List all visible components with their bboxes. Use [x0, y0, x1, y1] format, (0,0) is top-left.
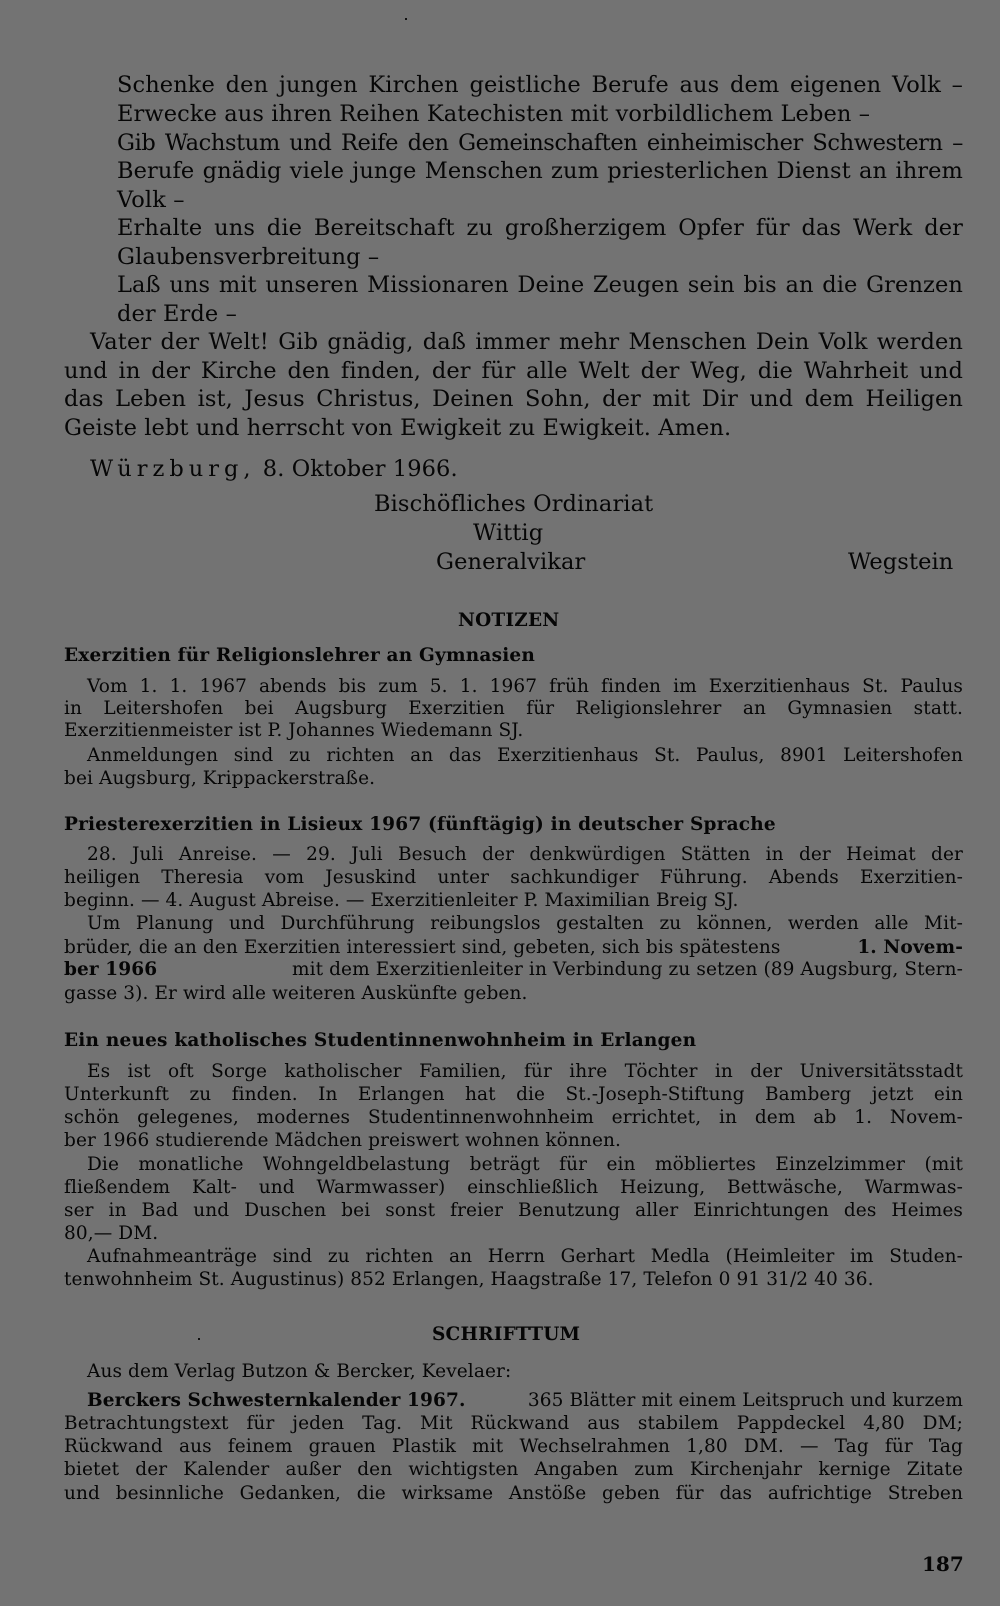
- notice-line: heiligen Theresia vom Jesuskind unter sachkundiger Führung. Abends Exerzitien-: [64, 867, 963, 888]
- notice-line: [64, 939, 963, 958]
- notice-line: in Leitershofen bei Augsburg Exerzitien für Religionslehrer an Gymnasien statt.: [64, 698, 963, 719]
- review-line: Rückwand aus feinem grauen Plastik mit Wechselrahmen 1,80 DM. — Tag für Tag: [64, 1436, 963, 1457]
- office-name: Bischöfliches Ordinariat: [374, 491, 654, 517]
- prayer-line: Erwecke aus ihren Reihen Katechisten mit vorbildlichem Leben –: [117, 101, 871, 127]
- prayer-line: Volk –: [117, 187, 185, 213]
- signer-title: Generalvikar: [436, 549, 586, 575]
- notice-line-text: brüder, die an den Exerzitien interessiert sind, gebeten, sich bis spätestens: [64, 937, 781, 958]
- review-line: und besinnliche Gedanken, die wirksame Anstöße geben für das aufrichtige Streben: [64, 1483, 963, 1504]
- notice-line: gasse 3). Er wird alle weiteren Auskünfte geben.: [64, 983, 528, 1004]
- deadline-bold: ber 1966: [64, 959, 158, 980]
- notice-line: Aufnahmeanträge sind zu richten an Herrn Gerhart Medla (Heimleiter im Studen-: [87, 1246, 963, 1267]
- notice-title: Exerzitien für Religionslehrer an Gymnasien: [64, 645, 536, 666]
- speck-mark: [198, 1338, 200, 1340]
- notice-line: ser in Bad und Duschen bei sonst freier Benutzung aller Einrichtungen des Heimes: [64, 1200, 963, 1221]
- book-title: Berckers Schwesternkalender 1967.: [87, 1390, 466, 1411]
- signer-name: Wittig: [473, 520, 544, 546]
- prayer-line: Glaubensverbreitung –: [117, 244, 380, 270]
- section-heading-schrifttum: SCHRIFTTUM: [432, 1324, 581, 1345]
- notice-line: bei Augsburg, Krippackerstraße.: [64, 768, 376, 789]
- prayer-line: Berufe gnädig viele junge Menschen zum priesterlichen Dienst an ihrem: [117, 158, 963, 184]
- notice-line: schön gelegenes, modernes Studentinnenwohnheim errichtet, in dem ab 1. Novem-: [64, 1107, 963, 1128]
- notice-line: Vom 1. 1. 1967 abends bis zum 5. 1. 1967 früh finden im Exerzitienhaus St. Paulus: [87, 676, 963, 697]
- date-line: [90, 458, 458, 481]
- review-line: Betrachtungstext für jeden Tag. Mit Rückwand aus stabilem Pappdeckel 4,80 DM;: [64, 1413, 963, 1434]
- closing-line: Vater der Welt! Gib gnädig, daß immer mehr Menschen Dein Volk werden: [90, 329, 963, 355]
- closing-line: und in der Kirche den finden, der für alle Welt der Weg, die Wahrheit und: [64, 358, 963, 384]
- notice-line: [64, 961, 963, 980]
- notice-line: Anmeldungen sind zu richten an das Exerzitienhaus St. Paulus, 8901 Leitershofen: [87, 745, 963, 766]
- place-name: Würzburg,: [90, 456, 256, 482]
- notice-line: Exerzitienmeister ist P. Johannes Wiedemann SJ.: [64, 720, 524, 741]
- review-line: bietet der Kalender außer den wichtigsten Angaben zum Kirchenjahr kernige Zitate: [64, 1459, 963, 1480]
- deadline-bold: 1. Novem-: [857, 937, 963, 958]
- page-number: 187: [922, 1552, 964, 1576]
- date: 8. Oktober 1966.: [262, 456, 458, 482]
- notice-line: tenwohnheim St. Augustinus) 852 Erlangen, Haagstraße 17, Telefon 0 91 31/2 40 36.: [64, 1269, 874, 1290]
- notice-line: ber 1966 studierende Mädchen preiswert wohnen können.: [64, 1130, 621, 1151]
- prayer-line: Gib Wachstum und Reife den Gemeinschaften einheimischer Schwestern –: [117, 130, 963, 156]
- notice-line: Die monatliche Wohngeldbelastung beträgt für ein möbliertes Einzelzimmer (mit: [87, 1154, 963, 1175]
- review-line: [87, 1392, 963, 1411]
- prayer-line: der Erde –: [117, 301, 237, 327]
- notice-line: beginn. — 4. August Abreise. — Exerzitienleiter P. Maximilian Breig SJ.: [64, 890, 739, 911]
- notice-line: 28. Juli Anreise. — 29. Juli Besuch der denkwürdigen Stätten in der Heimat der: [87, 844, 963, 865]
- prayer-line: Schenke den jungen Kirchen geistliche Berufe aus dem eigenen Volk –: [117, 72, 963, 98]
- notice-line: Um Planung und Durchführung reibungslos gestalten zu können, werden alle Mit-: [87, 913, 963, 934]
- second-signer: Wegstein: [848, 549, 954, 575]
- section-heading-notizen: NOTIZEN: [458, 610, 560, 631]
- closing-line: Geiste lebt und herrscht von Ewigkeit zu Ewigkeit. Amen.: [64, 415, 732, 441]
- notice-line: fließendem Kalt- und Warmwasser) einschließlich Heizung, Bettwäsche, Warmwas-: [64, 1177, 963, 1198]
- notice-title: Priesterexerzitien in Lisieux 1967 (fünftägig) in deutscher Sprache: [64, 814, 776, 835]
- publisher-line: Aus dem Verlag Butzon & Bercker, Kevelaer:: [87, 1361, 512, 1382]
- prayer-line: Laß uns mit unseren Missionaren Deine Zeugen sein bis an die Grenzen: [117, 272, 963, 298]
- notice-line-text: mit dem Exerzitienleiter in Verbindung zu setzen (89 Augsburg, Stern-: [291, 959, 963, 980]
- speck-mark: [405, 18, 407, 20]
- notice-line: Unterkunft zu finden. In Erlangen hat die St.-Joseph-Stiftung Bamberg jetzt ein: [64, 1084, 963, 1105]
- notice-line: 80,— DM.: [64, 1223, 159, 1244]
- review-text: 365 Blätter mit einem Leitspruch und kurzem: [527, 1390, 963, 1411]
- closing-line: das Leben ist, Jesus Christus, Deinen Sohn, der mit Dir und dem Heiligen: [64, 386, 963, 412]
- notice-line: Es ist oft Sorge katholischer Familien, für ihre Töchter in der Universitätsstadt: [87, 1061, 963, 1082]
- notice-title: Ein neues katholisches Studentinnenwohnheim in Erlangen: [64, 1030, 697, 1051]
- prayer-line: Erhalte uns die Bereitschaft zu großherzigem Opfer für das Werk der: [117, 215, 963, 241]
